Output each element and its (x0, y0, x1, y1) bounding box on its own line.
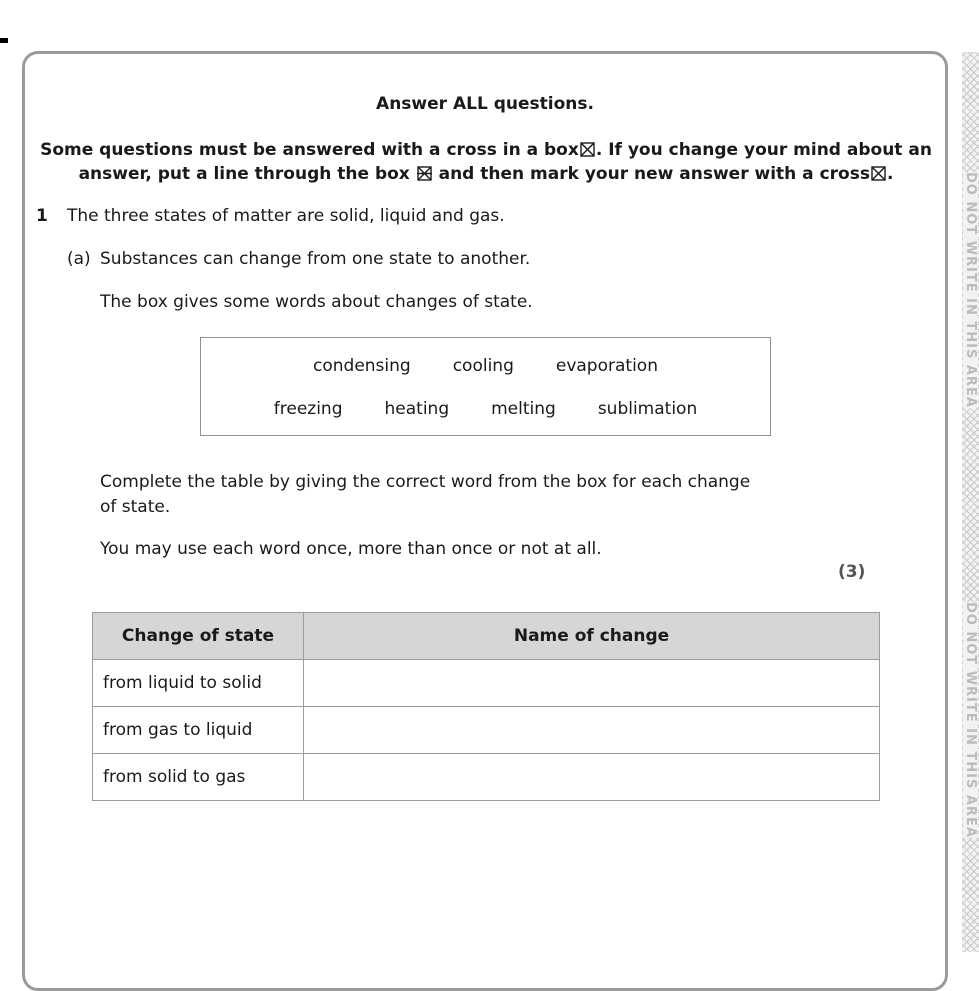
table-header-row (93, 613, 880, 660)
part-text: Substances can change from one state to another. (100, 249, 531, 269)
answer-table (92, 612, 880, 801)
word-condensing: condensing (313, 356, 411, 376)
complete-instruction-line2: of state. (100, 497, 171, 517)
word-melting: melting (491, 399, 556, 419)
margin-warning-upper-text: DO NOT WRITE IN THIS AREA (963, 172, 978, 408)
instructions-line2-middle: and then mark your new answer with a cross (438, 164, 870, 184)
answer-cell[interactable] (304, 660, 880, 707)
instructions-line2-end: . (886, 164, 894, 184)
part-label: (a) (67, 249, 91, 269)
word-row-2 (201, 399, 770, 419)
crossed-box-icon (871, 166, 886, 181)
use-note: You may use each word once, more than once or not at all. (100, 539, 602, 559)
instructions-line1-end: . If you change your mind about an (595, 140, 932, 160)
registration-mark (0, 38, 8, 43)
word-box (200, 337, 771, 436)
word-freezing: freezing (273, 399, 343, 419)
struck-through-box-icon (417, 166, 432, 181)
question-stem: The three states of matter are solid, liquid and gas. (67, 206, 505, 226)
word-evaporation: evaporation (555, 356, 658, 376)
instructions-line1-start: Some questions must be answered with a cross in a box (40, 140, 579, 160)
word-cooling: cooling (452, 356, 514, 376)
page-frame (22, 51, 948, 991)
instructions-title: Answer ALL questions. (376, 94, 594, 114)
margin-warning-upper (962, 150, 979, 430)
complete-instruction-line1: Complete the table by giving the correct word from the box for each change (100, 472, 751, 492)
margin-warning-lower-text: DO NOT WRITE IN THIS AREA (963, 602, 978, 838)
instructions-text (40, 138, 932, 186)
marks-label: (3) (838, 562, 866, 582)
answer-cell[interactable] (304, 754, 880, 801)
row-change-cell: from solid to gas (93, 754, 304, 801)
box-intro: The box gives some words about changes of state. (100, 292, 533, 312)
crossed-box-icon (580, 142, 595, 157)
table-row (93, 660, 880, 707)
question-number: 1 (36, 206, 48, 226)
word-row-1 (201, 356, 770, 376)
header-name-of-change: Name of change (304, 613, 880, 660)
table-row (93, 754, 880, 801)
answer-cell[interactable] (304, 707, 880, 754)
instructions-line2-start: answer, put a line through the box (78, 164, 410, 184)
margin-warning-lower (962, 580, 979, 860)
table-row (93, 707, 880, 754)
row-change-cell: from gas to liquid (93, 707, 304, 754)
word-sublimation: sublimation (597, 399, 698, 419)
row-change-cell: from liquid to solid (93, 660, 304, 707)
word-heating: heating (384, 399, 450, 419)
header-change-of-state: Change of state (93, 613, 304, 660)
